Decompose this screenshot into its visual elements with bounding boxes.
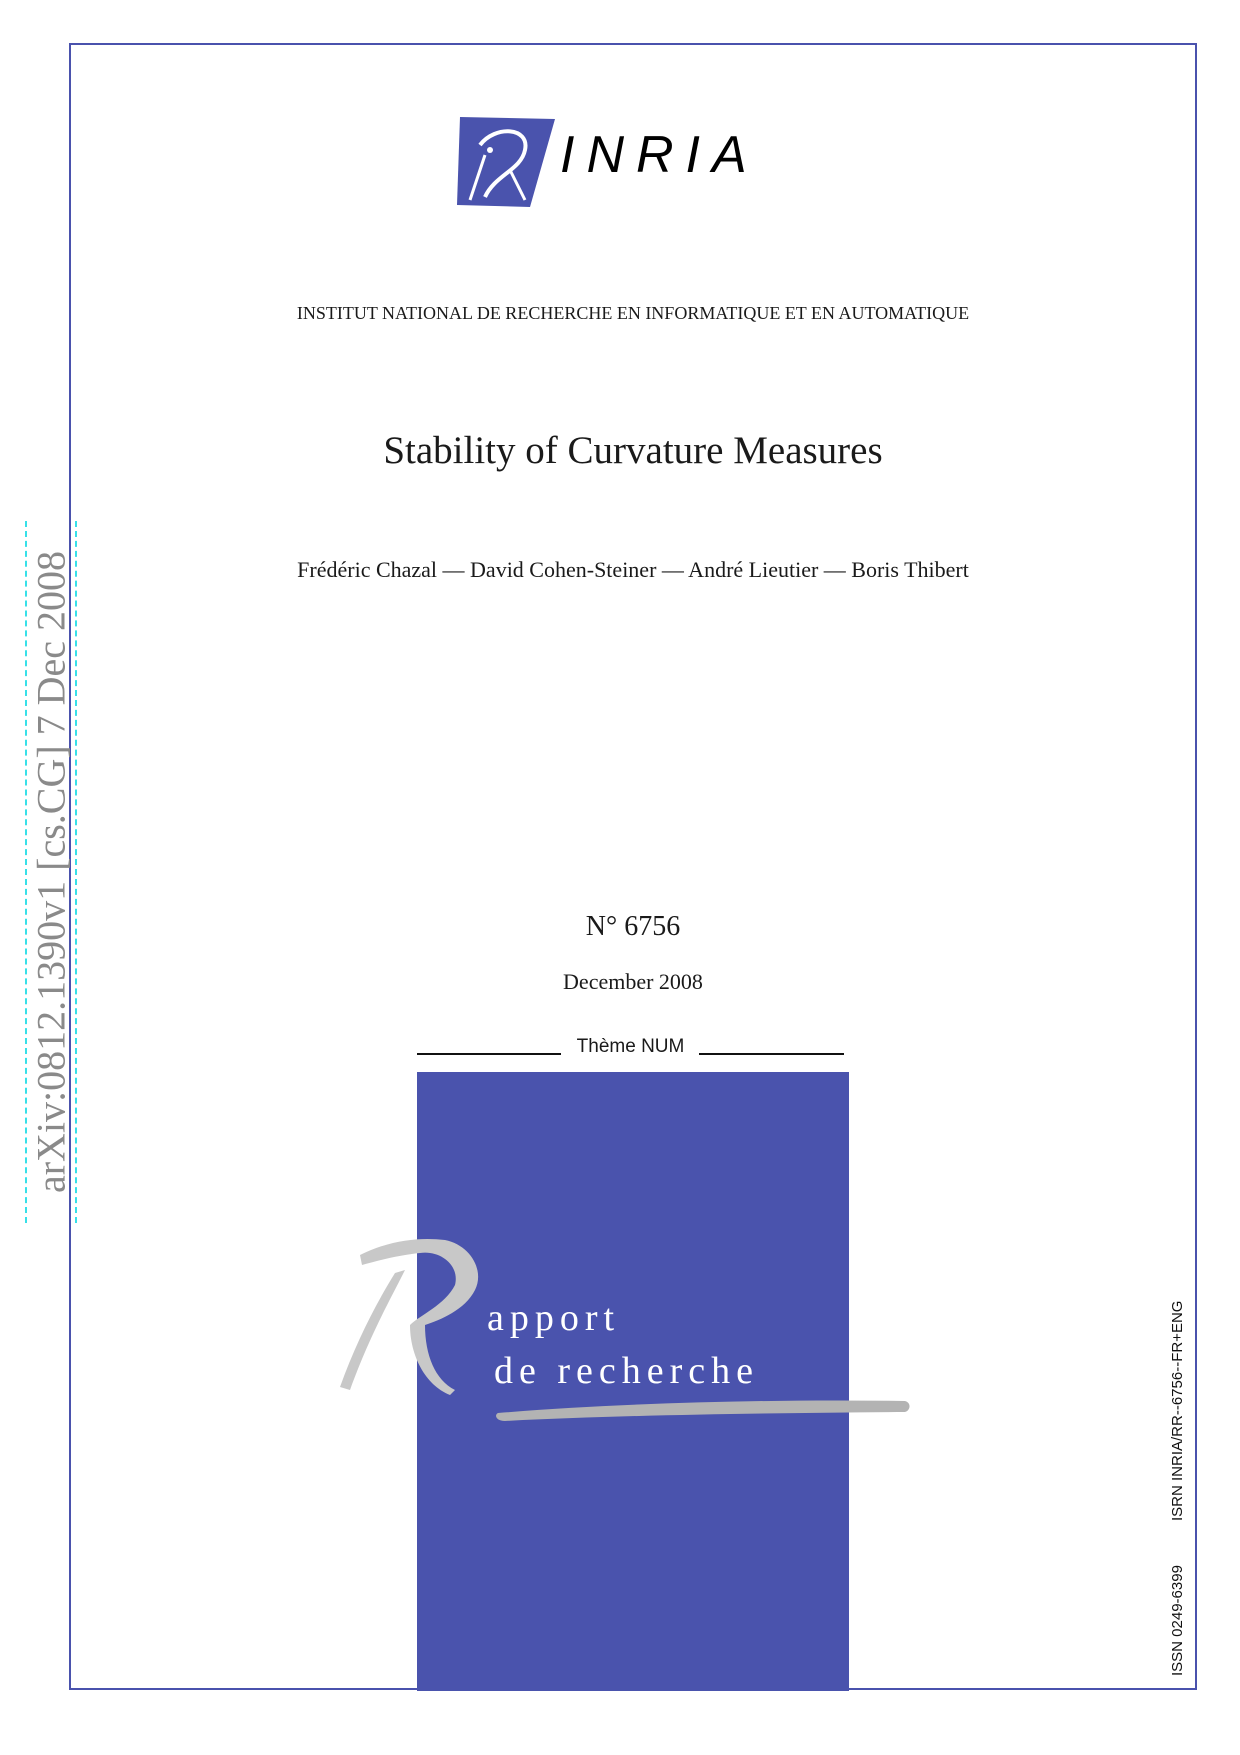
arxiv-id: arXiv:0812.1390v1 [cs.CG] 7 Dec 2008: [28, 550, 74, 1194]
authors: Frédéric Chazal — David Cohen-Steiner — André Lieutier — Boris Thibert: [297, 557, 969, 582]
arxiv-stamp: [25, 521, 77, 1223]
report-title: Stability of Curvature Measures: [383, 429, 883, 472]
report-label-line2: de recherche: [494, 1350, 760, 1392]
institute-name: INSTITUT NATIONAL DE RECHERCHE EN INFORMATIQUE ET EN AUTOMATIQUE: [296, 303, 970, 323]
inria-logo-text: INRIA: [560, 126, 759, 184]
theme-label: Thème NUM: [576, 1036, 685, 1057]
inria-logo: [455, 115, 805, 210]
report-number: N° 6756: [585, 911, 681, 942]
theme-rule-right: [699, 1053, 844, 1055]
report-date: December 2008: [563, 969, 703, 994]
report-label-line1: apport: [487, 1297, 621, 1339]
isrn-code: ISRN INRIA/RR--6756--FR+ENG: [1169, 1300, 1186, 1521]
issn-code: ISSN 0249-6399: [1169, 1565, 1186, 1676]
